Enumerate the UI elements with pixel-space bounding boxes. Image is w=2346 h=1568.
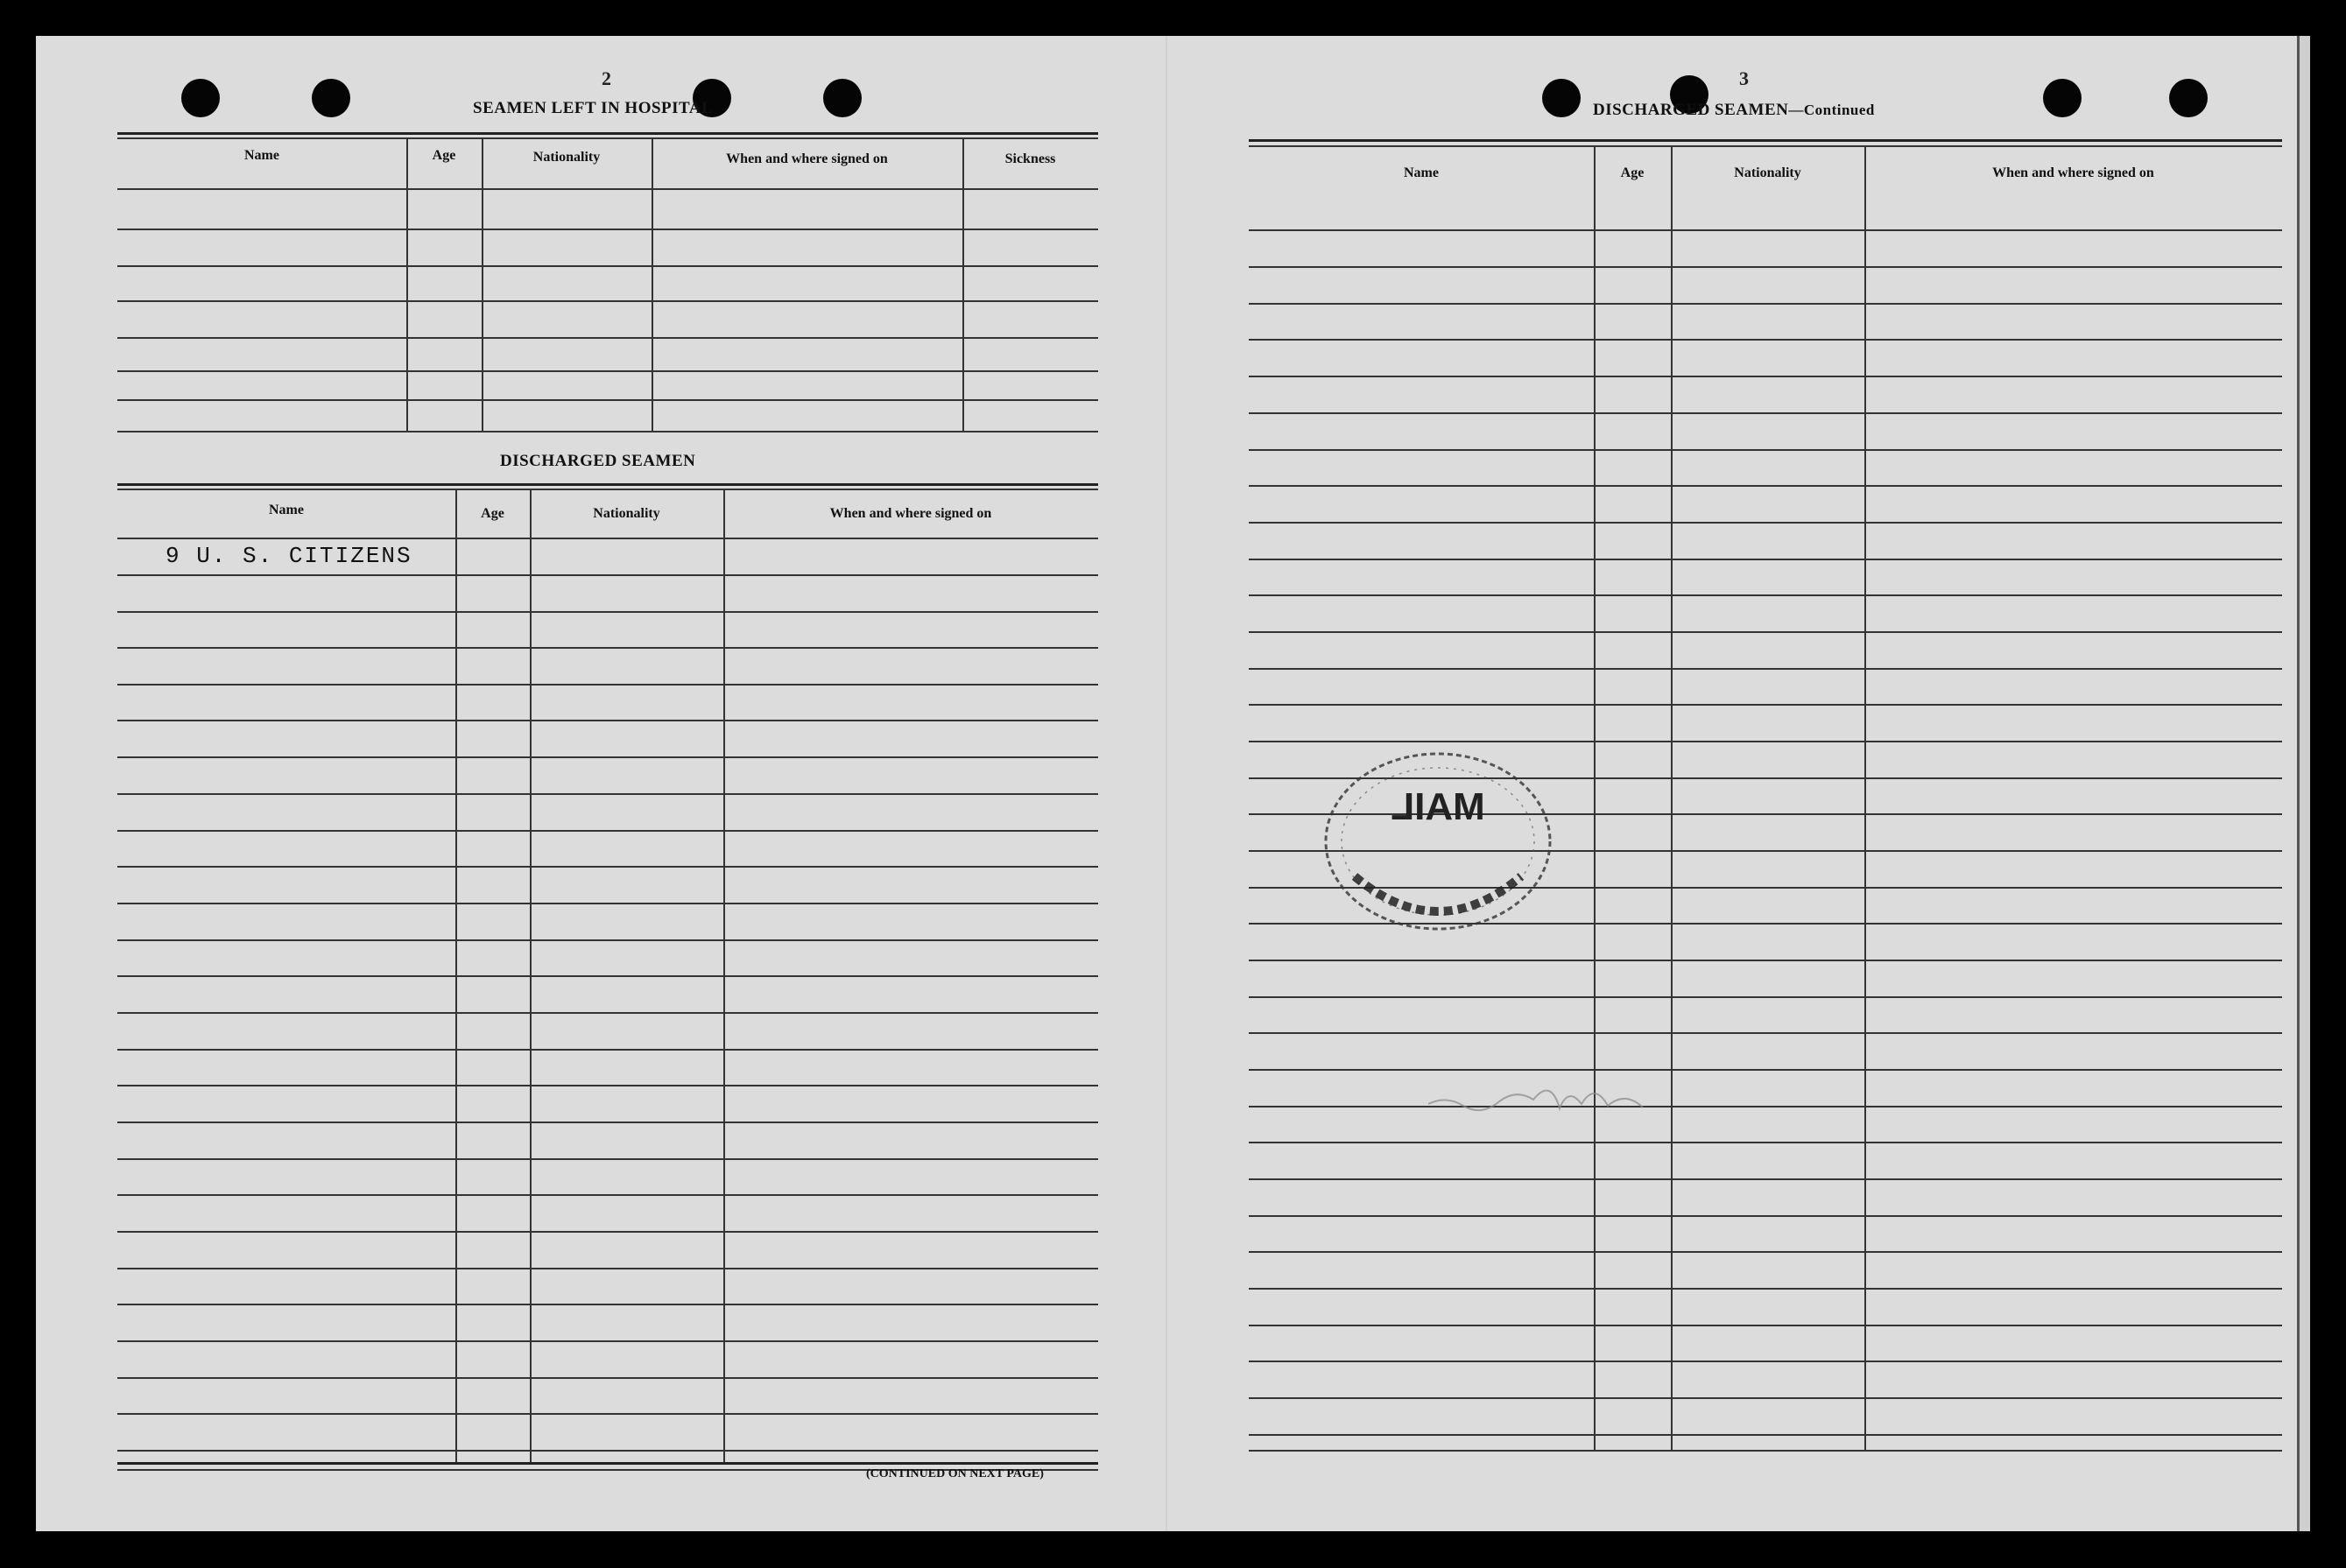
punch-hole <box>2043 79 2082 117</box>
hospital-table <box>117 132 1098 469</box>
discharged-entry-name: 9 U. S. CITIZENS <box>166 543 412 569</box>
punch-hole <box>181 79 220 117</box>
column-header-name: Name <box>269 503 304 517</box>
discharged-section-title: DISCHARGED SEAMEN <box>500 452 696 470</box>
column-header-sickness: Sickness <box>1004 151 1056 166</box>
stamp-text: MAIL <box>1391 785 1485 828</box>
punch-hole <box>1542 79 1581 117</box>
section-title-suffix: —Continued <box>1788 102 1875 118</box>
punch-hole <box>823 79 862 117</box>
hospital-section-title: SEAMEN LEFT IN HOSPITAL <box>473 99 714 117</box>
column-header-nationality: Nationality <box>532 150 601 165</box>
document-sheet <box>36 36 2310 1531</box>
column-header-nationality: Nationality <box>1734 165 1801 180</box>
page-edge <box>2297 36 2310 1531</box>
section-title-text: DISCHARGED SEAMEN <box>1593 101 1789 119</box>
column-header-age: Age <box>481 506 504 521</box>
column-header-nationality: Nationality <box>593 506 660 521</box>
continued-note: (CONTINUED ON NEXT PAGE) <box>866 1467 1044 1480</box>
column-header-signed-on: When and where signed on <box>829 506 992 521</box>
column-header-name: Name <box>244 148 279 163</box>
discharged-table-left <box>117 483 1098 1473</box>
discharged-continued-title <box>1593 101 1875 120</box>
page-number: 2 <box>602 67 611 89</box>
punch-hole <box>2169 79 2208 117</box>
page-number: 3 <box>1739 67 1749 89</box>
column-header-age: Age <box>1620 165 1645 180</box>
faint-signature <box>1428 1069 1691 1122</box>
column-header-age: Age <box>432 148 456 163</box>
column-header-name: Name <box>1404 165 1439 180</box>
column-header-signed-on: When and where signed on <box>1992 165 2154 180</box>
postmark-stamp <box>1320 745 1556 946</box>
column-header-signed-on: When and where signed on <box>726 151 888 166</box>
punch-hole <box>312 79 350 117</box>
page-fold <box>1166 36 1167 1531</box>
